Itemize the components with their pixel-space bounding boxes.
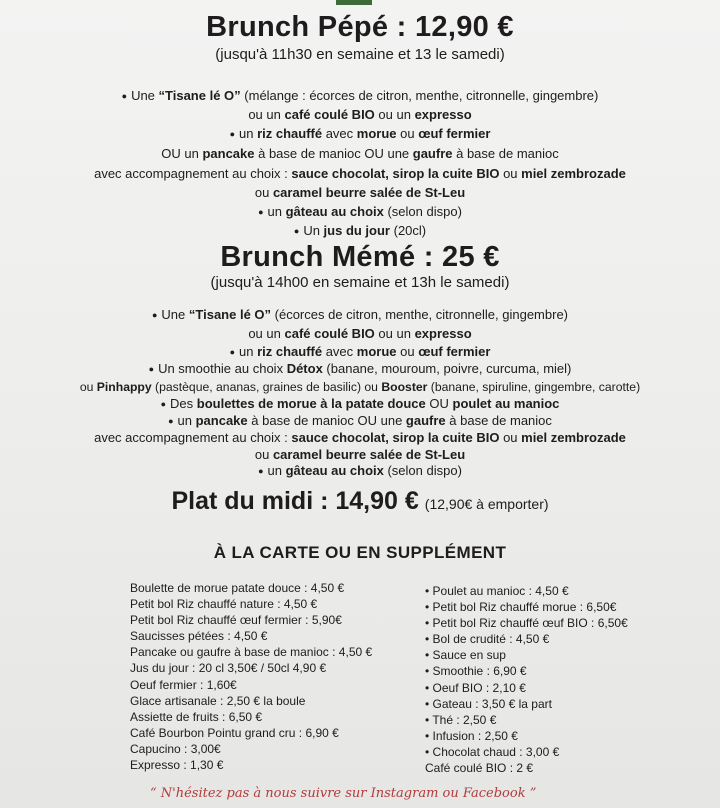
right-menu-item: • Oeuf BIO : 2,10 €: [425, 680, 526, 695]
bullet-icon: ●: [160, 399, 167, 409]
left-menu-item: Glace artisanale : 2,50 € la boule: [130, 693, 306, 708]
pepe-line-accompagnement: avec accompagnement au choix : sauce chocolat, sirop la cuite BIO ou miel zembrozade: [94, 166, 626, 181]
bullet-icon: ●: [168, 416, 174, 426]
bullet-icon: ●: [258, 466, 264, 476]
meme-line-smoothie: ● Un smoothie au choix Détox (banane, mouroum, poivre, curcuma, miel): [148, 361, 572, 376]
meme-line-caramel: ou caramel beurre salée de St-Leu: [254, 447, 466, 462]
plat-takeaway-note: (12,90€ à emporter): [424, 496, 549, 512]
left-menu-item: Capucino : 3,00€: [130, 741, 221, 756]
left-menu-item: Oeuf fermier : 1,60€: [130, 677, 237, 692]
bullet-icon: ●: [151, 310, 158, 320]
bullet-icon: ●: [258, 207, 264, 217]
brunch-pepe-subtitle: (jusqu'à 11h30 en semaine et 13 le samedi): [215, 46, 505, 63]
right-menu-item: • Bol de crudité : 4,50 €: [425, 632, 550, 647]
right-menu-item: • Petit bol Riz chauffé morue : 6,50€: [425, 600, 617, 615]
left-menu-item: Expresso : 1,30 €: [130, 758, 224, 773]
left-menu-item: Petit bol Riz chauffé œuf fermier : 5,90€: [130, 613, 342, 628]
meme-line-boulettes: ● Des boulettes de morue à la patate douce OU poulet au manioc: [160, 396, 560, 411]
left-menu-item: Boulette de morue patate douce : 4,50 €: [130, 581, 345, 595]
brunch-pepe-title: Brunch Pépé : 12,90 €: [206, 11, 514, 43]
left-menu-item: Assiette de fruits : 6,50 €: [130, 709, 263, 724]
left-menu-item: Café Bourbon Pointu grand cru : 6,90 €: [130, 725, 339, 740]
bullet-icon: ●: [148, 364, 155, 374]
pepe-line-gateau: ● un gâteau au choix (selon dispo): [258, 204, 462, 219]
right-menu-item: • Smoothie : 6,90 €: [425, 664, 527, 679]
meme-line-riz: ● un riz chauffé avec morue ou œuf fermier: [229, 344, 491, 359]
right-menu-item: • Sauce en sup: [425, 648, 506, 663]
right-menu-item: • Chocolat chaud : 3,00 €: [425, 744, 560, 759]
plat-title: Plat du midi : 14,90 €: [171, 487, 419, 515]
right-menu-item: Café coulé BIO : 2 €: [425, 761, 534, 776]
left-menu-item: Jus du jour : 20 cl 3,50€ / 50cl 4,90 €: [130, 661, 327, 676]
pepe-line-cafe: ou un café coulé BIO ou un expresso: [248, 107, 472, 122]
pepe-line-tisane: ● Une “Tisane lé O” (mélange : écorces de citron, menthe, citronnelle, gingembre): [121, 88, 599, 103]
pepe-line-pancake: OU un pancake à base de manioc OU une gaufre à base de manioc: [161, 146, 559, 161]
pepe-line-riz: ● un riz chauffé avec morue ou œuf fermier: [229, 126, 491, 141]
right-menu-item: • Gateau : 3,50 € la part: [425, 696, 552, 711]
a-la-carte-title: À LA CARTE OU EN SUPPLÉMENT: [213, 543, 507, 562]
right-menu-item: • Thé : 2,50 €: [425, 712, 497, 727]
meme-line-cafe: ou un café coulé BIO ou un expresso: [248, 326, 472, 341]
bullet-icon: ●: [229, 347, 235, 357]
bullet-icon: ●: [121, 91, 128, 101]
meme-line-pancake: ● un pancake à base de manioc OU une gaufre à base de manioc: [168, 413, 552, 428]
brunch-meme-title: Brunch Mémé : 25 €: [220, 241, 500, 273]
brunch-meme-subtitle: (jusqu'à 14h00 en semaine et 13h le samedi): [210, 274, 510, 291]
right-menu-item: • Poulet au manioc : 4,50 €: [425, 584, 569, 598]
meme-line-gateau: ● un gâteau au choix (selon dispo): [258, 463, 462, 478]
meme-line-tisane: ● Une “Tisane lé O” (écorces de citron, menthe, citronnelle, gingembre): [151, 307, 569, 322]
left-menu-item: Saucisses pétées : 4,50 €: [130, 629, 268, 644]
left-menu-item: Petit bol Riz chauffé nature : 4,50 €: [130, 597, 318, 612]
pepe-line-caramel: ou caramel beurre salée de St-Leu: [254, 185, 466, 200]
top-green-tab: [336, 0, 372, 5]
right-menu-item: • Petit bol Riz chauffé œuf BIO : 6,50€: [425, 616, 628, 631]
pepe-line-jus: ● Un jus du jour (20cl): [293, 223, 427, 238]
bullet-icon: ●: [293, 226, 300, 236]
plat-du-midi: [0, 487, 720, 516]
right-menu-item: • Infusion : 2,50 €: [425, 728, 518, 743]
a-la-carte-left-column: [130, 580, 372, 773]
meme-line-pinhappy: ou Pinhappy (pastèque, ananas, graines de basilic) ou Booster (banane, spiruline, gingembre, carotte): [79, 380, 641, 394]
bullet-icon: ●: [229, 129, 235, 139]
social-signature: “ N'hésitez pas à nous suivre sur Instagram ou Facebook ”: [150, 786, 537, 801]
meme-line-accompagnement: avec accompagnement au choix : sauce chocolat, sirop la cuite BIO ou miel zembrozade: [94, 430, 626, 445]
a-la-carte-right-column: [425, 583, 628, 776]
left-menu-item: Pancake ou gaufre à base de manioc : 4,50 €: [130, 645, 373, 660]
